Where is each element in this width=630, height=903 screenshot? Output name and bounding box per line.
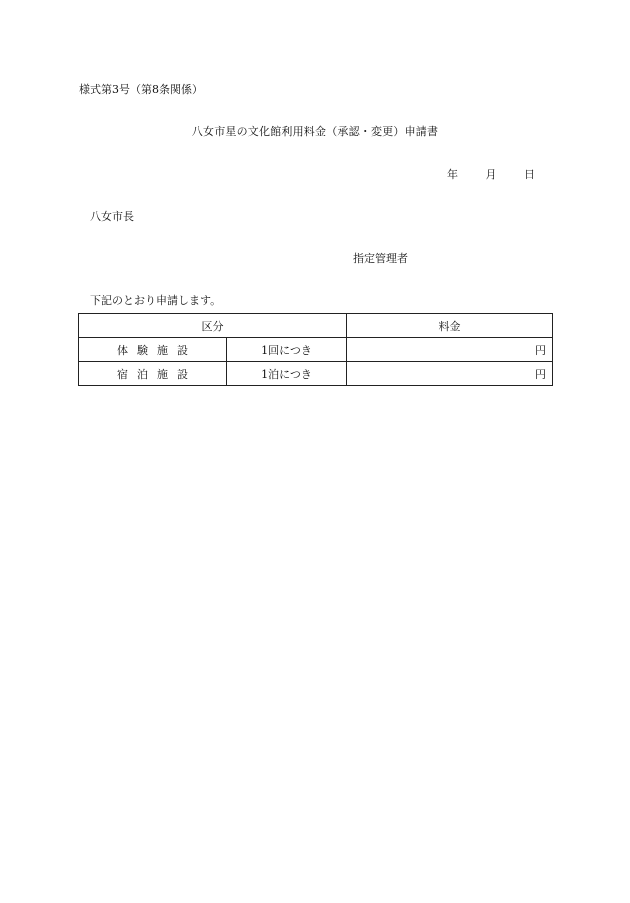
- form-number: 様式第3号（第8条関係）: [79, 83, 203, 96]
- table-header-row: [79, 314, 553, 338]
- fee-table: [78, 313, 553, 386]
- table-row: [79, 338, 553, 362]
- facility-name: 体験施設: [79, 338, 227, 362]
- date-day-label: 日: [524, 168, 535, 181]
- fee-basis: 1回につき: [227, 338, 347, 362]
- facility-name: 宿泊施設: [79, 362, 227, 386]
- date-month-label: 月: [485, 168, 497, 181]
- lead-text: 下記のとおり申請します。: [90, 294, 222, 307]
- table-row: [79, 362, 553, 386]
- fee-amount-field[interactable]: 円: [347, 362, 553, 386]
- document-title: 八女市星の文化館利用料金（承認・変更）申請書: [191, 125, 439, 138]
- date-year-label: 年: [447, 168, 458, 181]
- header-fee: 料金: [347, 314, 553, 338]
- addressee: 八女市長: [90, 210, 134, 223]
- applicant-label: 指定管理者: [353, 252, 408, 265]
- fee-basis: 1泊につき: [227, 362, 347, 386]
- header-category: 区分: [79, 314, 347, 338]
- fee-amount-field[interactable]: 円: [347, 338, 553, 362]
- date-line: [447, 166, 535, 182]
